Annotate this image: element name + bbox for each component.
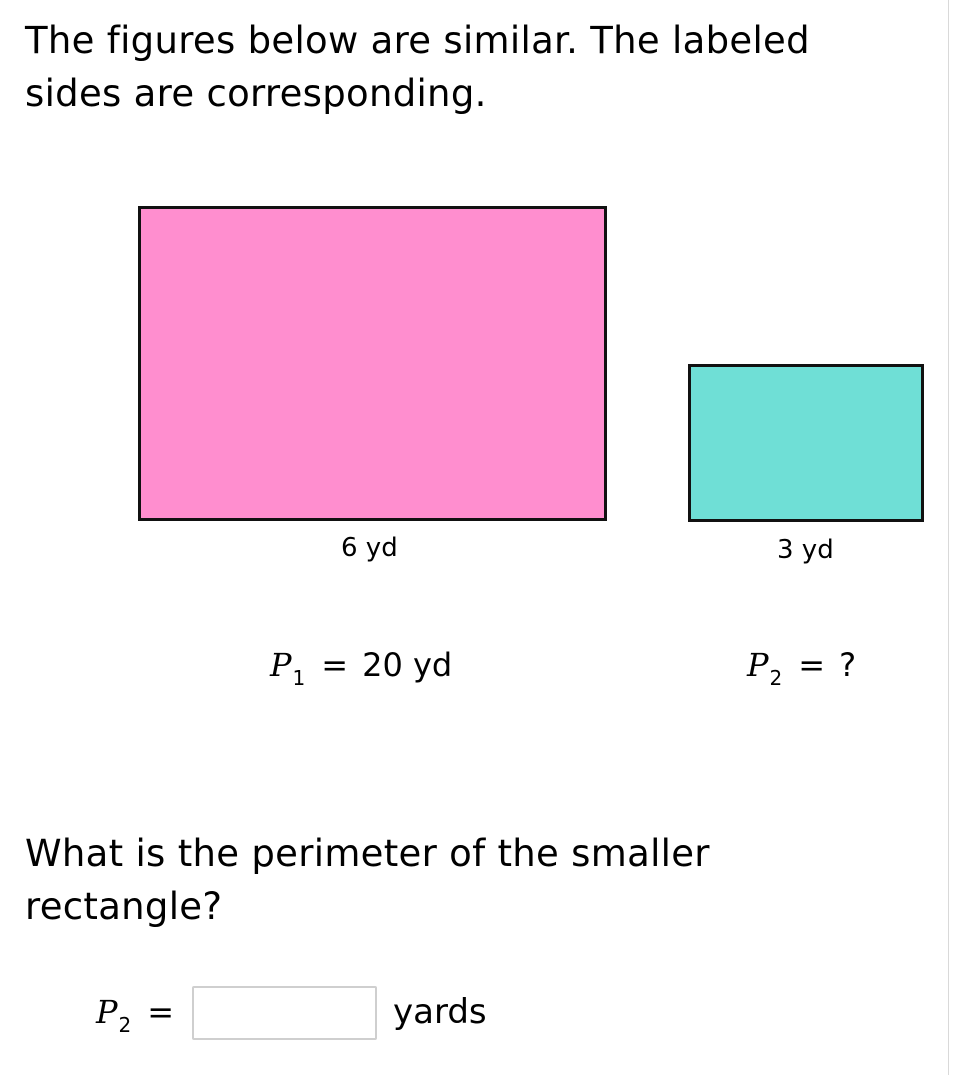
perimeter-subscript: 2 — [769, 666, 783, 690]
answer-units: yards — [393, 992, 487, 1032]
large-side-label: 6 yd — [341, 533, 398, 563]
intro-text: The figures below are similar. The labeled sides are corresponding. — [25, 19, 810, 115]
large-perimeter-value: 20 yd — [362, 646, 453, 684]
answer-input[interactable] — [192, 986, 377, 1040]
equals-sign: = — [321, 646, 349, 684]
perimeter-subscript: 1 — [292, 666, 306, 690]
perimeter-symbol: P — [747, 646, 769, 684]
perimeter-symbol: P — [96, 993, 118, 1031]
small-rectangle — [688, 364, 924, 522]
equals-sign: = — [798, 646, 826, 684]
small-side-label: 3 yd — [777, 535, 834, 565]
right-border — [948, 0, 949, 1075]
perimeter-symbol: P — [270, 646, 292, 684]
large-rectangle — [138, 206, 607, 521]
small-perimeter-formula — [747, 645, 856, 689]
equals-sign: = — [147, 993, 175, 1031]
answer-label — [96, 992, 188, 1036]
large-perimeter-formula — [270, 645, 452, 689]
small-perimeter-value: ? — [839, 646, 857, 684]
question-text: What is the perimeter of the smaller rectangle? — [25, 832, 710, 928]
perimeter-subscript: 2 — [118, 1013, 132, 1037]
